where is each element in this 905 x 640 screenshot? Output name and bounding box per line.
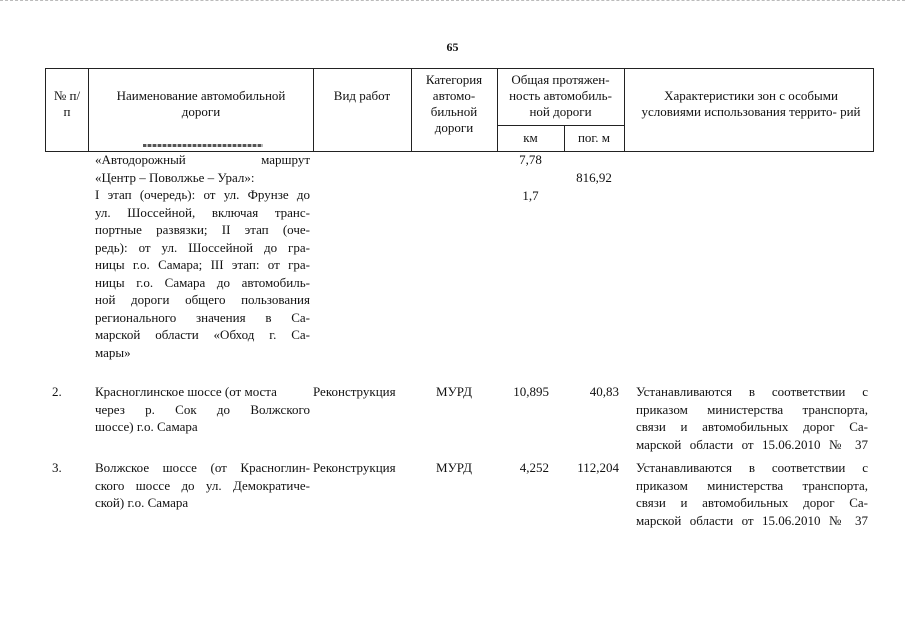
text-line: регионального значения в Са- [95, 309, 310, 325]
text-line: Устанавливаются в соответствии с [636, 460, 868, 475]
text-line: шоссе) г.о. Самара [95, 419, 198, 434]
page-number: 65 [446, 40, 459, 54]
row2-no: 2. [52, 384, 62, 399]
text-line: «Автодорожный маршрут [95, 152, 310, 167]
text-line: связи и автомобильных дорог Са- [636, 419, 868, 434]
text-line: ницы г.о. Самара; III этап: от гра- [95, 257, 310, 272]
row1-km-b: 1,7 [522, 188, 539, 203]
header-km: км [523, 130, 538, 145]
text-line: через р. Сок до Волжского [95, 401, 310, 417]
text-line: ной дороги общего пользования [95, 292, 310, 307]
table-top-border [45, 68, 873, 69]
row2-zones [636, 383, 868, 453]
text-line: ского шоссе до ул. Демократиче- [95, 477, 310, 493]
column-divider-2 [313, 68, 314, 152]
text-line: ул. Шоссейной, включая транс- [95, 204, 310, 220]
text-line: Устанавливаются в соответствии с [636, 384, 868, 399]
column-divider-1 [88, 68, 89, 152]
header-length: Общая протяжен- ность автомобиль- ной дороги [509, 72, 612, 119]
row3-category: МУРД [436, 460, 472, 475]
row2-km: 10,895 [513, 384, 549, 399]
text-line: ской) г.о. Самара [95, 495, 189, 510]
table-left-border [45, 68, 46, 152]
column-divider-3 [411, 68, 412, 152]
text-line: портные развязки; II этап (оче- [95, 222, 310, 237]
text-line: редь): от ул. Шоссейной до гра- [95, 239, 310, 255]
text-line: Волжское шоссе (от Красноглин- [95, 460, 310, 475]
row2-road-name [95, 383, 310, 436]
row2-category: МУРД [436, 384, 472, 399]
row3-road-name [95, 459, 310, 512]
text-line: марской области «Обход г. Са- [95, 327, 310, 342]
header-work-type: Вид работ [333, 88, 391, 103]
row3-zones [636, 459, 868, 529]
header-no: № п/п [53, 88, 81, 119]
text-line: I этап (очередь): от ул. Фрунзе до [95, 187, 310, 202]
text-line: «Центр – Поволжье – Урал»: [95, 169, 255, 185]
scan-artifact [143, 144, 263, 147]
text-line: Красноглинское шоссе (от моста [95, 384, 277, 399]
text-line: приказом министерства транспорта, [636, 401, 868, 417]
row2-pog-m: 40,83 [589, 384, 619, 399]
row3-km: 4,252 [519, 460, 549, 475]
row1-km-a: 7,78 [519, 152, 542, 167]
header-pog-m: пог. м [577, 130, 611, 145]
text-line: марской области от 15.06.2010 № 37 [636, 512, 868, 528]
header-road-name: Наименование автомобильной дороги [116, 88, 286, 119]
scan-top-edge [0, 0, 905, 7]
row1-pog-m: 816,92 [576, 170, 612, 185]
row3-work-type: Реконструкция [313, 460, 396, 475]
column-divider-5 [624, 68, 625, 152]
row3-no: 3. [52, 460, 62, 475]
header-zones: Характеристики зон с особыми условиями использования террито- рий [641, 88, 861, 119]
text-line: связи и автомобильных дорог Са- [636, 495, 868, 510]
text-line: мары» [95, 344, 131, 360]
text-line: марской области от 15.06.2010 № 37 [636, 436, 868, 452]
table-right-border [873, 68, 874, 152]
row1-road-name [95, 151, 310, 361]
length-subheader-divider [497, 125, 624, 126]
text-line: ницы г.о. Самара до автомобиль- [95, 274, 310, 290]
text-line: приказом министерства транспорта, [636, 477, 868, 493]
row2-work-type: Реконструкция [313, 384, 396, 399]
header-category: Категория автомо- бильной дороги [425, 72, 483, 135]
row3-pog-m: 112,204 [577, 460, 619, 475]
